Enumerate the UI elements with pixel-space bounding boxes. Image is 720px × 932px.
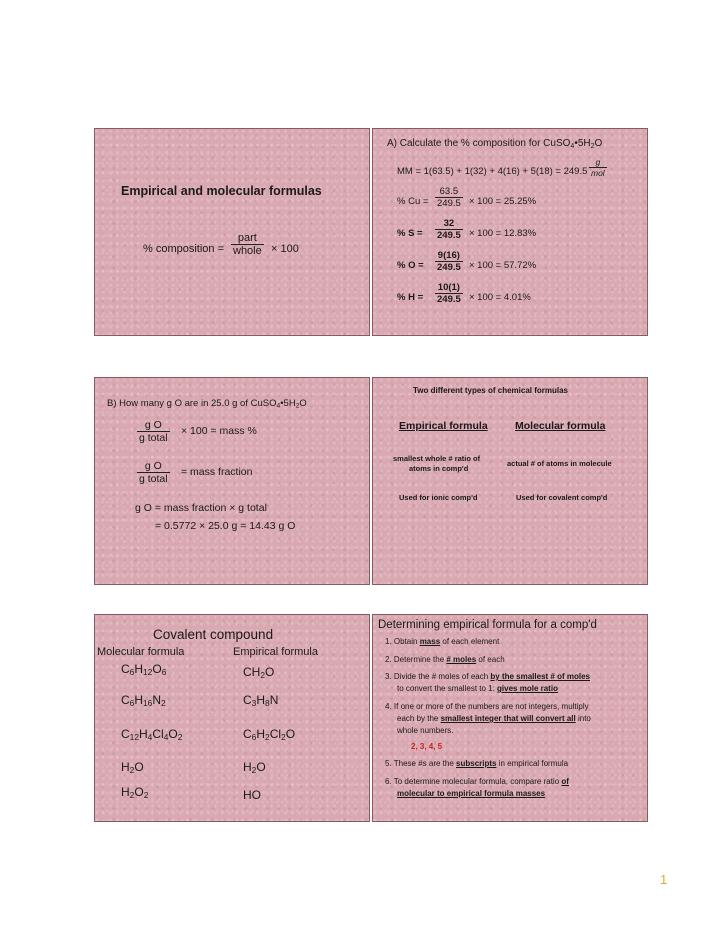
empirical-formula-2: $C_3H_8N$ (243, 693, 279, 709)
slide-3 (94, 377, 370, 585)
molecular-column-header: Molecular formula (97, 646, 185, 658)
s-result: × 100 = 12.83% (469, 228, 537, 239)
empirical-desc-2: atoms in comp'd (409, 464, 469, 473)
slide-2 (372, 128, 648, 336)
molar-mass-unit: g mol (591, 157, 605, 178)
cu-fraction: $\frac{63.5}{249.5}$ (437, 186, 461, 209)
step-4: 4. If one or more of the numbers are not integers, multiply (385, 702, 589, 711)
step-3: 3. Divide the # moles of each by the smallest # of moles (385, 672, 590, 681)
molecular-header: Molecular formula (515, 420, 606, 432)
molecular-desc: actual # of atoms in molecule (507, 459, 612, 468)
slide-4-title: Two different types of chemical formulas (413, 386, 568, 395)
step-3-cont: to convert the smallest to 1: gives mole ratio (397, 684, 558, 693)
h-label: % H = (397, 292, 424, 303)
step-5: 5. These #s are the subscripts in empirical formula (385, 759, 569, 768)
molecular-use: Used for covalent comp'd (516, 493, 608, 502)
molecular-formula-3: $C_{12}H_4Cl_4O_2$ (121, 727, 183, 743)
step-2: 2. Determine the # moles of each (385, 655, 505, 664)
step-6: 6. To determine molecular formula, compare ratio of (385, 777, 569, 786)
molecular-formula-5: $H_2O_2$ (121, 785, 149, 801)
slide-6 (372, 614, 648, 822)
page-number: 1 (660, 872, 668, 887)
slide-1-title: Empirical and molecular formulas (121, 184, 322, 198)
fraction-numerator: part (231, 232, 264, 245)
integer-multipliers: 2, 3, 4, 5 (411, 742, 443, 751)
h-result: × 100 = 4.01% (469, 292, 531, 303)
molecular-formula-2: $C_6H_{16}N_2$ (121, 693, 166, 709)
mass-o-answer: = 0.5772 × 25.0 g = 14.43 g O (155, 520, 296, 532)
o-fraction: $\frac{9(16)}{249.5}$ (437, 250, 461, 273)
cu-label: % Cu = (397, 196, 429, 207)
s-fraction: $\frac{32}{249.5}$ (437, 218, 461, 241)
mass-fraction-fraction: g O g total (139, 460, 168, 485)
step-4-cont-2: whole numbers. (397, 726, 454, 735)
h-fraction: $\frac{10(1)}{249.5}$ (437, 282, 461, 305)
mass-percent-fraction: g O g total (139, 419, 168, 444)
empirical-formula-5: HO (243, 788, 261, 802)
step-1: 1. Obtain mass of each element (385, 637, 500, 646)
molar-mass-line: MM = 1(63.5) + 1(32) + 4(16) + 5(18) = 249.5 (397, 166, 588, 177)
slide-5-title: Covalent compound (153, 627, 274, 642)
empirical-header: Empirical formula (399, 420, 488, 432)
empirical-formula-4: $H_2O$ (243, 760, 266, 776)
mass-o-equation: g O = mass fraction × g total (135, 502, 267, 514)
empirical-formula-3: $C_6H_2Cl_2O$ (243, 727, 296, 743)
composition-multiplier: × 100 (271, 243, 299, 255)
slide-5 (94, 614, 370, 822)
molecular-formula-4: $H_2O$ (121, 760, 144, 776)
empirical-desc-1: smallest whole # ratio of (393, 454, 481, 463)
fraction-denominator: whole (233, 245, 262, 257)
o-result: × 100 = 57.72% (469, 260, 537, 271)
empirical-column-header: Empirical formula (233, 646, 318, 658)
cu-result: × 100 = 25.25% (469, 196, 537, 207)
slide-1 (94, 128, 370, 336)
mass-fraction-result: = mass fraction (181, 466, 253, 478)
composition-fraction (231, 232, 264, 257)
o-label: % O = (397, 260, 424, 271)
molecular-formula-1: $C_6H_{12}O_6$ (121, 662, 167, 678)
slide-2-title: A) Calculate the % composition for $CuSO_4•5H_2O$ (387, 138, 603, 150)
slide-4 (372, 377, 648, 585)
mass-percent-result: × 100 = mass % (181, 425, 257, 437)
s-label: % S = (397, 228, 423, 239)
slide-3-title: B) How many g O are in 25.0 g of $CuSO_4•5H_2O$ (107, 398, 307, 410)
empirical-formula-1: $CH_2O$ (243, 665, 275, 681)
step-6-cont: molecular to empirical formula masses (397, 789, 546, 798)
composition-lhs: % composition = (143, 243, 225, 255)
slide-6-title: Determining empirical formula for a comp'd (378, 619, 597, 631)
empirical-use: Used for ionic comp'd (399, 493, 478, 502)
step-4-cont: each by the smallest integer that will convert all into (397, 714, 591, 723)
